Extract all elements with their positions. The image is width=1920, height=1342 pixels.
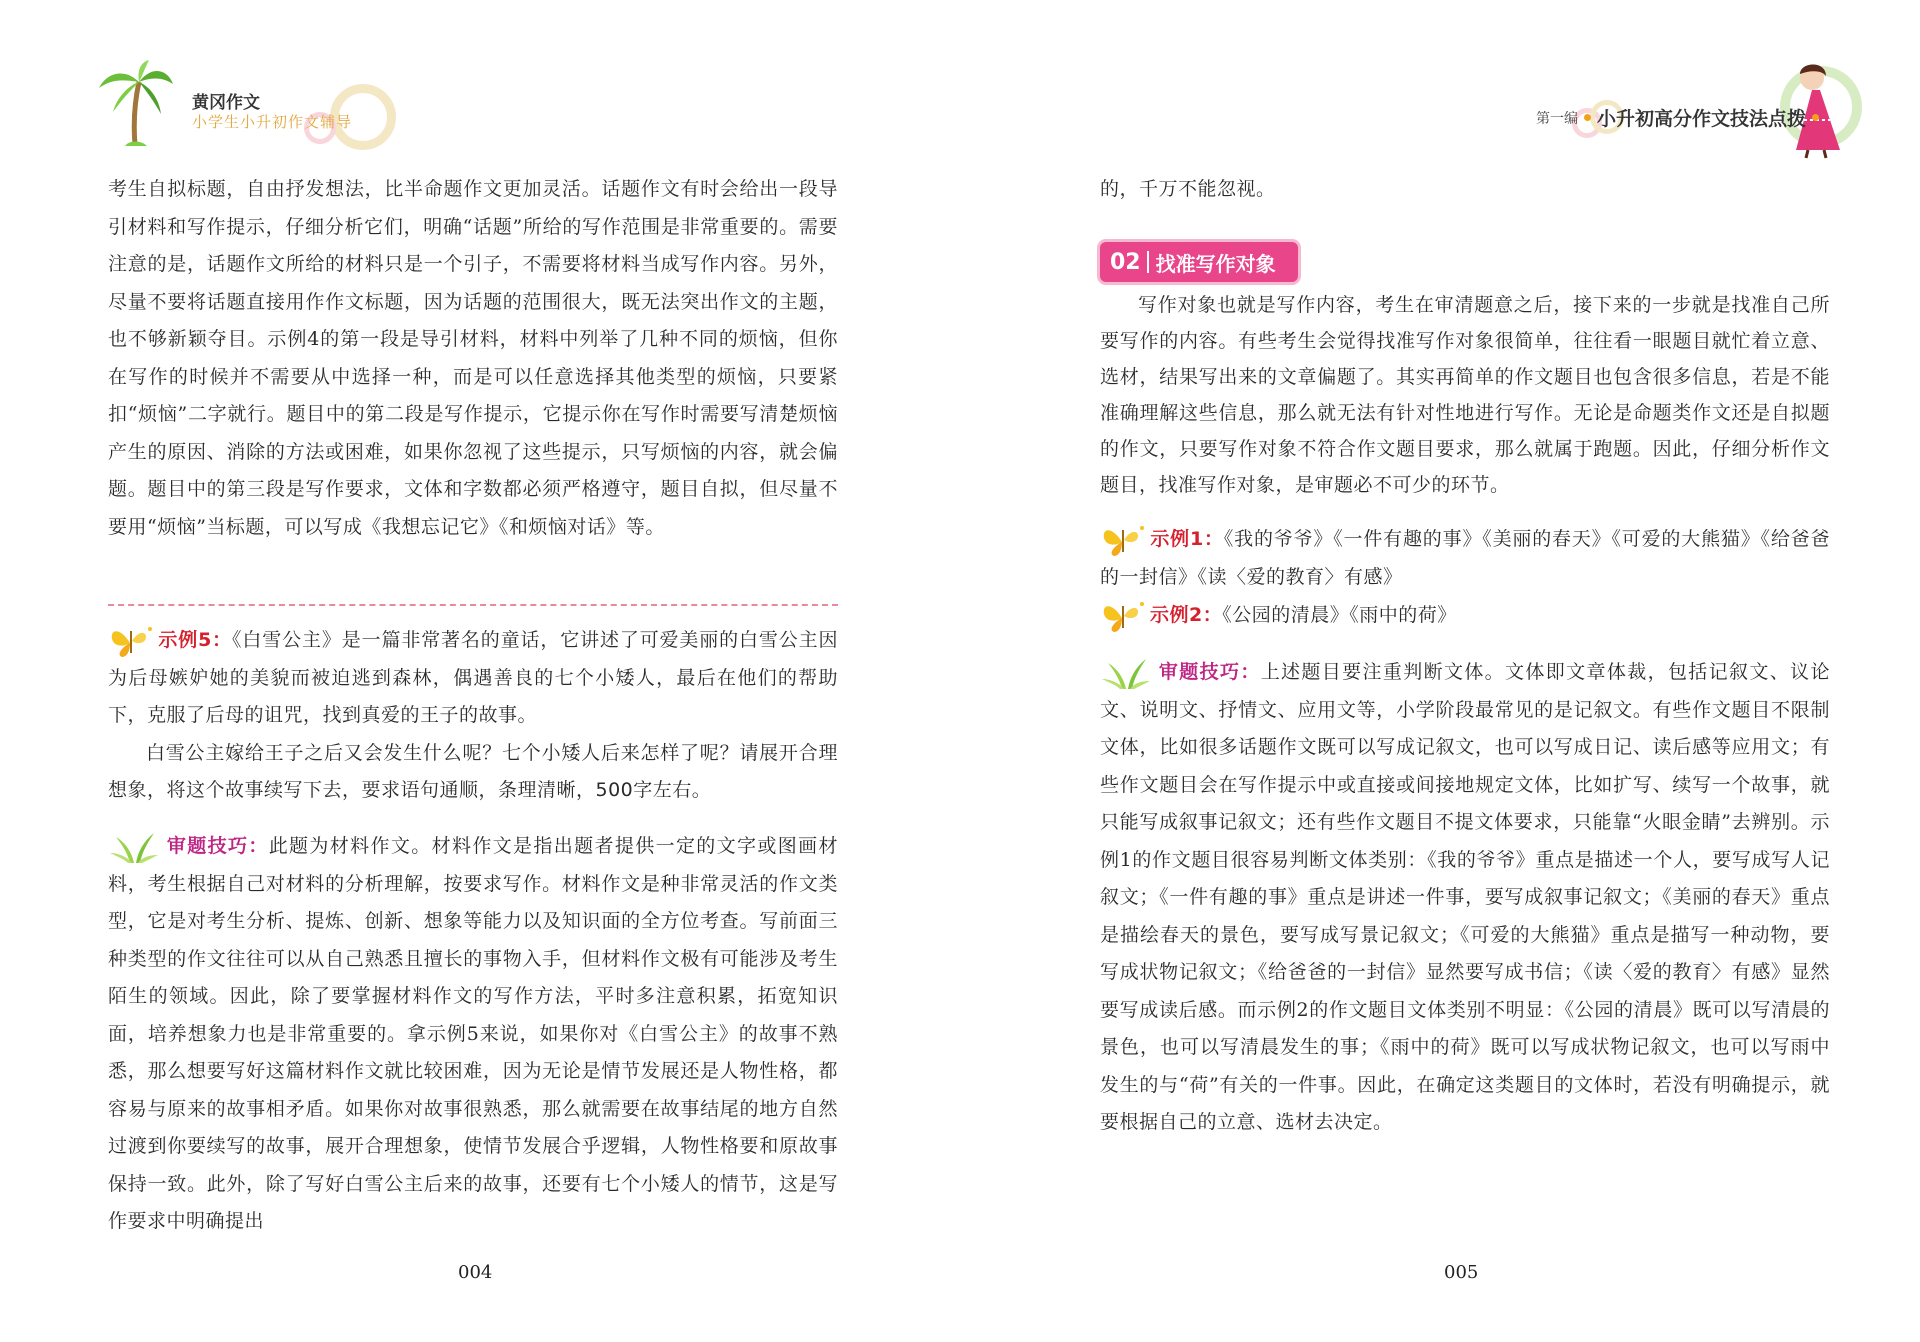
dashed-divider <box>108 604 838 606</box>
chapter-title: 小升初高分作文技法点拨 <box>1596 108 1806 130</box>
example2-paragraph <box>1100 596 1830 634</box>
tips-block-right <box>1100 654 1830 1142</box>
page-number-right: 005 <box>1444 1262 1479 1283</box>
section-heading <box>1100 242 1298 282</box>
tips-text-right: 上述题目要注重判断文体。文体即文章体裁，包括记叙文、议论文、说明文、抒情文、应用文等，小学阶段最常见的是记叙文。有些作文题目不限制文体，比如很多话题作文既可以写成记叙文，也可以写成日记、读后感等应用文；有些作文题目会在写作提示中或直接或间接地规定文体，比如扩写、续写一个故事，就只能写成叙事记叙文；还有些作文题目不提文体要求，只能靠“火眼金睛”去辨别。示例1的作文题目很容易判断文体类别：《我的爷爷》重点是描述一个人，要写成写人记叙文；《一件有趣的事》重点是讲述一件事，要写成叙事记叙文；《美丽的春天》重点是描绘春天的景色，要写成写景记叙文；《可爱的大熊猫》重点是描写一种动物，要写成状物记叙文；《给爸爸的一封信》显然要写成书信；《读〈爱的教育〉有感》显然要写成读后感。而示例2的作文题目文体类别不明显：《公园的清晨》既可以写清晨的景色，也可以写清晨发生的事；《雨中的荷》既可以写成状物记叙文，也可以写雨中发生的与“荷”有关的一件事。因此，在确定这类题目的文体时，若没有明确提示，就要根据自己的立意、选材去决定。 <box>1100 661 1830 1133</box>
tips-label-left: 审题技巧： <box>166 835 269 857</box>
continuation-text: 的，千万不能忽视。 <box>1100 178 1276 200</box>
intro-text: 考生自拟标题，自由抒发想法，比半命题作文更加灵活。话题作文有时会给出一段导引材料和写作提示，仔细分析它们，明确“话题”所给的写作范围是非常重要的。需要注意的是，话题作文所给的材料只是一个引子，不需要将材料当成写作内容。另外，尽量不要将话题直接用作作文标题，因为话题的范围很大，既无法突出作文的主题，也不够新颖夺目。示例4的第一段是导引材料，材料中列举了几种不同的烦恼，但你在写作的时候并不需要从中选择一种，而是可以任意选择其他类型的烦恼，只要紧扣“烦恼”二字就行。题目中的第二段是写作提示，它提示你在写作时需要写清楚烦恼产生的原因、消除的方法或困难，如果你忽视了这些提示，只写烦恼的内容，就会偏题。题目中的第三段是写作要求，文体和字数都必须严格遵守，题目自拟，但尽量不要用“烦恼”当标题，可以写成《我想忘记它》《和烦恼对话》等。 <box>108 178 838 538</box>
example5-text: 《白雪公主》是一篇非常著名的童话，它讲述了可爱美丽的白雪公主因为后母嫉妒她的美貌而被迫逃到森林，偶遇善良的七个小矮人，最后在他们的帮助下，克服了后母的诅咒，找到真爱的王子的故事。 <box>108 629 838 726</box>
book-title: 黄冈作文 <box>192 93 260 113</box>
tips-text-left: 此题为材料作文。材料作文是指出题者提供一定的文字或图画材料，考生根据自己对材料的分析理解，按要求写作。材料作文是种非常灵活的作文类型，它是对考生分析、提炼、创新、想象等能力以及知识面的全方位考查。写前面三种类型的作文往往可以从自己熟悉且擅长的事物入手，但材料作文极有可能涉及考生陌生的领域。因此，除了要掌握材料作文的写作方法，平时多注意积累，拓宽知识面，培养想象力也是非常重要的。拿示例5来说，如果你对《白雪公主》的故事不熟悉，那么想要写好这篇材料作文就比较困难，因为无论是情节发展还是人物性格，都容易与原来的故事相矛盾。如果你对故事很熟悉，那么就需要在故事结尾的地方自然过渡到你要续写的故事，展开合理想象，使情节发展合乎逻辑，人物性格要和原故事保持一致。此外，除了写好白雪公主后来的故事，还要有七个小矮人的情节，这是写作要求中明确提出 <box>108 835 838 1232</box>
section-paragraph-block <box>1100 287 1830 503</box>
example1-label: 示例1： <box>1150 528 1224 550</box>
dot-icon <box>1812 114 1819 121</box>
example2-label: 示例2： <box>1150 604 1223 626</box>
grass-icon <box>108 829 160 865</box>
example1-text: 《我的爷爷》《一件有趣的事》《美丽的春天》《可爱的大熊猫》《给爸爸的一封信》《读〈爱的教育〉有感》 <box>1100 528 1830 588</box>
tips-label-right: 审题技巧： <box>1158 661 1261 683</box>
example5-label: 示例5： <box>158 629 233 651</box>
chapter-prefix: 第一编 <box>1535 110 1578 127</box>
section-title: 找准写作对象 <box>1155 251 1276 276</box>
page-number-left: 004 <box>458 1262 493 1283</box>
example5-paragraph <box>108 622 838 735</box>
palm-tree-icon <box>95 60 175 150</box>
examples-block <box>1100 520 1830 634</box>
example1-paragraph <box>1100 520 1830 596</box>
book-subtitle: 小学生小升初作文辅导 <box>192 113 353 131</box>
intro-paragraph <box>108 171 838 546</box>
section-divider <box>1147 251 1149 273</box>
butterfly-icon <box>108 623 154 659</box>
butterfly-icon <box>1100 598 1146 634</box>
dot-icon <box>1584 114 1591 121</box>
tips-paragraph-right <box>1100 654 1830 1142</box>
chapter-header <box>1536 104 1825 131</box>
tips-paragraph-left <box>108 828 838 1241</box>
example5-block <box>108 622 838 810</box>
example2-text: 《公园的清晨》《雨中的荷》 <box>1222 604 1457 626</box>
example5-paragraph-2: 白雪公主嫁给王子之后又会发生什么呢？七个小矮人后来怎样了呢？请展开合理想象，将这个故事续写下去，要求语句通顺，条理清晰，500字左右。 <box>108 741 838 801</box>
continuation-block <box>1100 171 1800 209</box>
section-paragraph: 写作对象也就是写作内容，考生在审清题意之后，接下来的一步就是找准自己所要写作的内容。有些考生会觉得找准写作对象很简单，往往看一眼题目就忙着立意、选材，结果写出来的文章偏题了。其实再简单的作文题目也包含很多信息，若是不能准确理解这些信息，那么就无法有针对性地进行写作。无论是命题类作文还是自拟题的作文，只要写作对象不符合作文题目要求，那么就属于跑题。因此，仔细分析作文题目，找准写作对象，是审题必不可少的环节。 <box>1100 294 1830 496</box>
grass-icon <box>1100 655 1152 691</box>
butterfly-icon <box>1100 522 1146 558</box>
tips-block-left <box>108 828 838 1241</box>
section-number: 02 <box>1110 249 1141 275</box>
